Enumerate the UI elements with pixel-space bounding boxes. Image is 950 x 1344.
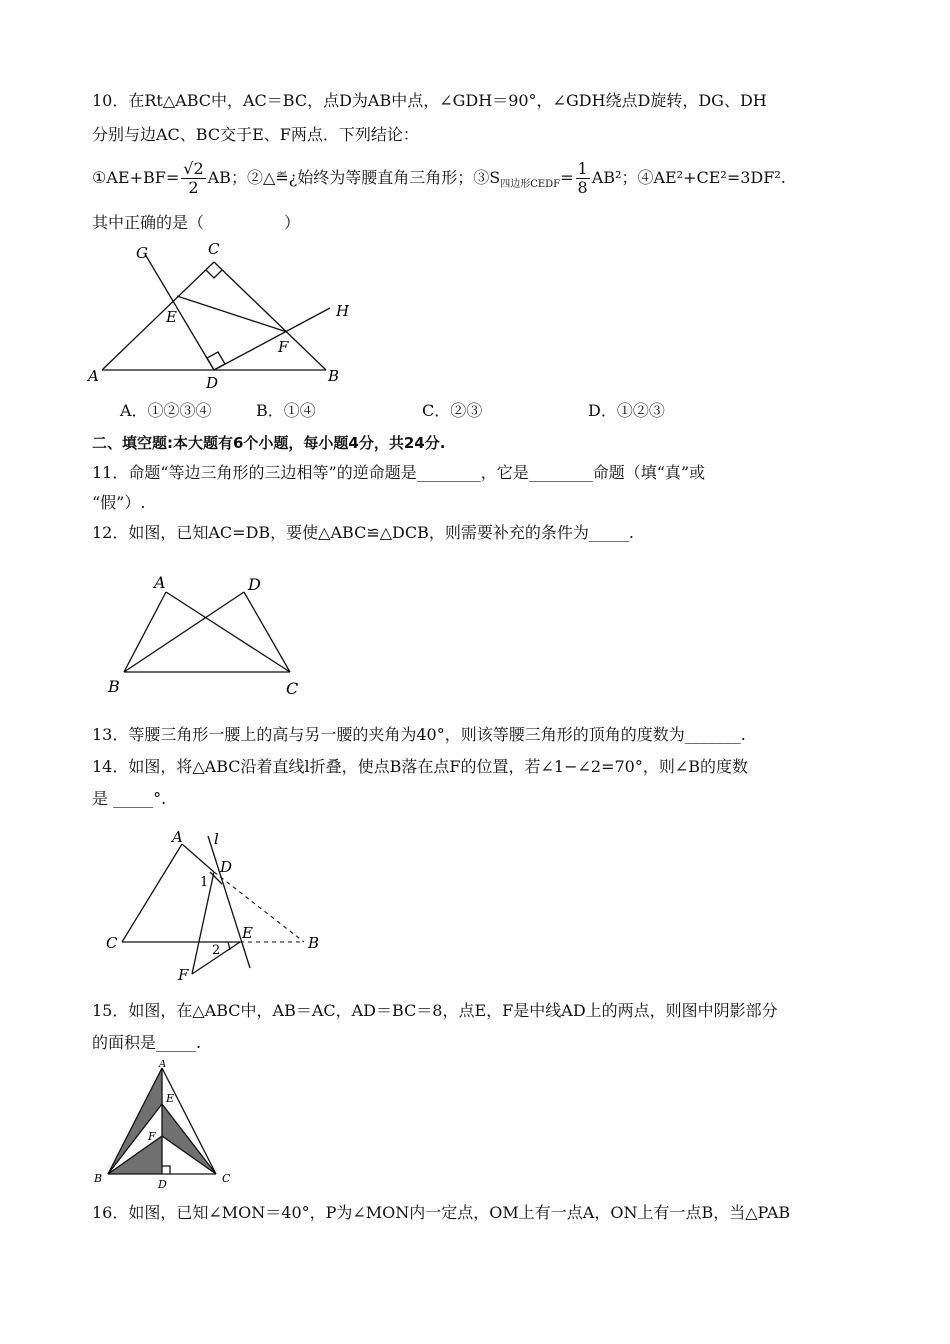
q10-segment-EF xyxy=(177,296,287,332)
q10-c3-num: 1 xyxy=(577,159,588,178)
q10-figure xyxy=(80,238,370,398)
q10-c3-frac xyxy=(576,160,590,197)
q14-label-F: F xyxy=(178,966,189,984)
q15-line2: 的面积是_____. xyxy=(92,1033,202,1052)
q10-option-b: B．①④ xyxy=(256,401,316,420)
q14-label-A: A xyxy=(172,828,183,846)
q15-line1: 15．如图，在△ABC中，AB＝AC，AD＝BC＝8，点E，F是中线AD上的两点，则图中阴影部分 xyxy=(92,1001,778,1020)
q14-label-l: l xyxy=(214,830,219,848)
q12-label-C: C xyxy=(286,679,299,698)
q10-right-angle-D xyxy=(207,352,225,370)
q10-c3-eq: = xyxy=(560,168,574,187)
section2-heading: 二、填空题:本大题有6个小题，每小题4分，共24分. xyxy=(92,434,446,452)
q15-label-E: E xyxy=(166,1092,175,1105)
q10-c3-sub: 四边形CEDF xyxy=(500,179,561,191)
q10-c1-lhs: ①AE+BF= xyxy=(92,168,180,187)
q10-c1-frac xyxy=(181,160,205,197)
q13-line1: 13．等腰三角形一腰上的高与另一腰的夹角为40°，则该等腰三角形的顶角的度数为_______. xyxy=(92,725,746,744)
q15-label-C: C xyxy=(222,1172,231,1185)
q12-line1: 12．如图，已知AC=DB，要使△ABC≌△DCB，则需要补充的条件为_____. xyxy=(92,523,634,542)
q12-label-D: D xyxy=(248,575,261,594)
q12-segment-DC xyxy=(244,592,290,672)
q15-label-F: F xyxy=(148,1130,156,1143)
q10-label-G: G xyxy=(136,244,148,262)
q12-segment-AB xyxy=(124,592,166,672)
q14-dashed-DB xyxy=(214,872,304,942)
q10-segment-AC xyxy=(102,262,214,370)
q14-line2: 是 _____°. xyxy=(92,789,167,808)
q10-c3-den: 8 xyxy=(577,178,588,197)
q14-label-1: 1 xyxy=(200,875,209,890)
q14-label-2: 2 xyxy=(212,943,221,958)
q16-line1: 16．如图，已知∠MON＝40°，P为∠MON内一定点，OM上有一点A，ON上有一点B，当△PAB xyxy=(92,1203,791,1222)
q10-c1-rhs: AB；②△≝¿始终为等腰直角三角形；③S xyxy=(207,168,501,187)
q10-label-B: B xyxy=(328,367,340,385)
q10-c1-den: 2 xyxy=(188,178,199,197)
q11-line2: “假”）. xyxy=(92,493,146,512)
q11-line1: 11．命题“等边三角形的三边相等”的逆命题是________，它是________命题（填“真”或 xyxy=(92,463,706,482)
q14-label-E: E xyxy=(242,924,253,942)
q15-label-B: B xyxy=(94,1172,103,1185)
q10-conclusions xyxy=(92,158,786,205)
q10-label-F: F xyxy=(278,338,289,356)
q15-label-A: A xyxy=(159,1060,167,1070)
q14-segment-AD xyxy=(182,844,214,872)
q15-figure xyxy=(90,1060,240,1196)
q12-figure xyxy=(100,566,320,702)
q10-label-H: H xyxy=(336,302,350,320)
q10-line2: 分别与边AC、BC交于E、F两点．下列结论： xyxy=(92,125,419,144)
q14-line1: 14．如图，将△ABC沿着直线l折叠，使点B落在点F的位置，若∠1−∠2=70°，则∠B的度数 xyxy=(92,757,749,776)
q10-label-A: A xyxy=(88,367,99,385)
q10-c3-rhs: AB²；④AE²+CE²=3DF². xyxy=(591,168,786,187)
q10-option-d: D．①②③ xyxy=(588,401,665,420)
q10-option-c: C．②③ xyxy=(422,401,483,420)
q10-label-E: E xyxy=(166,308,177,326)
q10-option-a: A．①②③④ xyxy=(120,401,212,420)
q10-right-angle-C xyxy=(206,270,222,278)
q14-figure xyxy=(100,822,330,988)
q14-label-C: C xyxy=(106,934,118,952)
q14-segment-CA xyxy=(122,844,182,942)
q10-c1-num: √2 xyxy=(183,159,204,178)
q15-right-angle-D xyxy=(162,1166,170,1174)
q10-label-C: C xyxy=(208,240,220,258)
q14-label-D: D xyxy=(220,858,233,876)
q10-segment-BC xyxy=(214,262,326,370)
q10-line1: 10．在Rt△ABC中，AC＝BC，点D为AB中点，∠GDH＝90°，∠GDH绕点D旋转，DG、DH xyxy=(92,91,767,110)
q14-label-B: B xyxy=(308,934,320,952)
q10-line4: 其中正确的是（ ） xyxy=(92,213,301,232)
q10-label-D: D xyxy=(206,374,219,392)
q15-label-D: D xyxy=(158,1178,167,1191)
q12-label-A: A xyxy=(154,573,166,592)
q12-label-B: B xyxy=(108,677,120,696)
